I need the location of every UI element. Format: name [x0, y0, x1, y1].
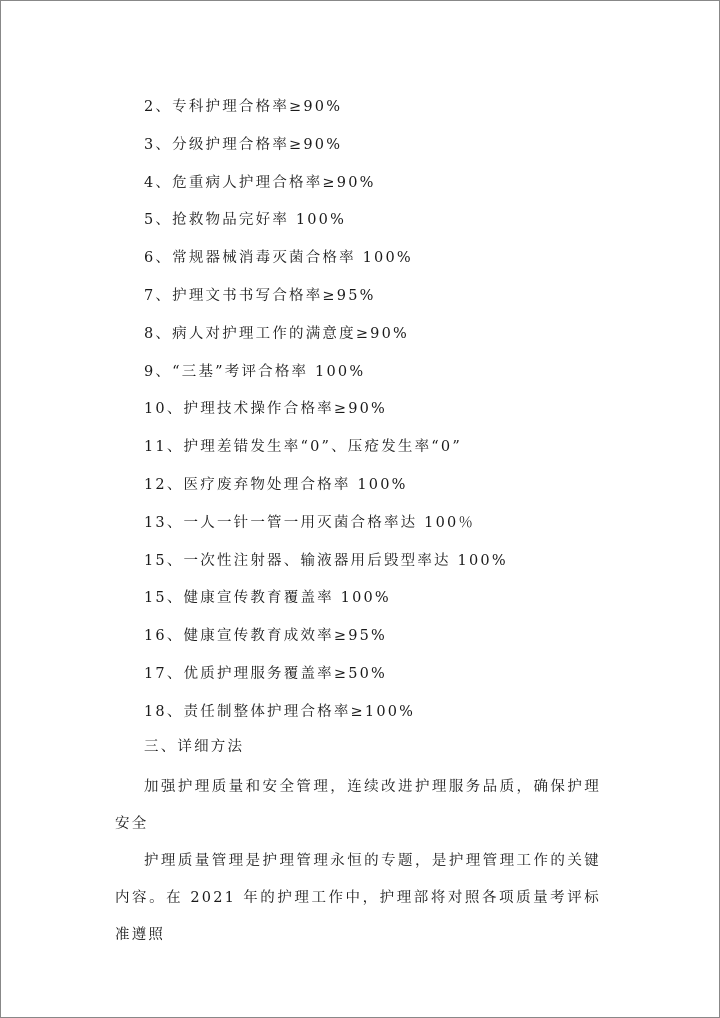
list-item: 5、抢救物品完好率 100%: [144, 212, 347, 229]
paragraph: 加强护理质量和安全管理，连续改进护理服务品质，确保护理安全: [115, 779, 601, 832]
list-item: 7、护理文书书写合格率≥95%: [144, 287, 376, 304]
list-item: 15、健康宣传教育覆盖率 100%: [144, 590, 391, 607]
list-item: 2、专科护理合格率≥90%: [144, 99, 343, 115]
list-item: 12、医疗废弃物处理合格率 100%: [144, 476, 408, 493]
list-item: 15、一次性注射器、输液器用后毁型率达 100%: [144, 552, 508, 569]
quality-target-list: [144, 95, 508, 738]
list-item: 16、健康宣传教育成效率≥95%: [144, 628, 388, 645]
list-item: 11、护理差错发生率“0”、压疮发生率“0”: [144, 439, 462, 456]
section-heading: 三、详细方法: [144, 739, 245, 755]
list-item: 10、护理技术操作合格率≥90%: [144, 401, 388, 418]
list-item: 18、责任制整体护理合格率≥100%: [144, 703, 416, 720]
paragraph: 护理质量管理是护理管理永恒的专题，是护理管理工作的关键内容。在 2021 年的护理工作中，护理部将对照各项质量考评标准遵照: [115, 853, 601, 943]
list-item: 8、病人对护理工作的满意度≥90%: [144, 325, 410, 342]
list-item: 9、“三基”考评合格率 100%: [144, 363, 366, 380]
list-item: 3、分级护理合格率≥90%: [144, 136, 343, 153]
list-item: 6、常规器械消毒灭菌合格率 100%: [144, 250, 413, 267]
list-item: 13、一人一针一管一用灭菌合格率达 100％: [144, 514, 476, 531]
list-item: 4、危重病人护理合格率≥90%: [144, 174, 376, 191]
list-item: 17、优质护理服务覆盖率≥50%: [144, 665, 388, 682]
